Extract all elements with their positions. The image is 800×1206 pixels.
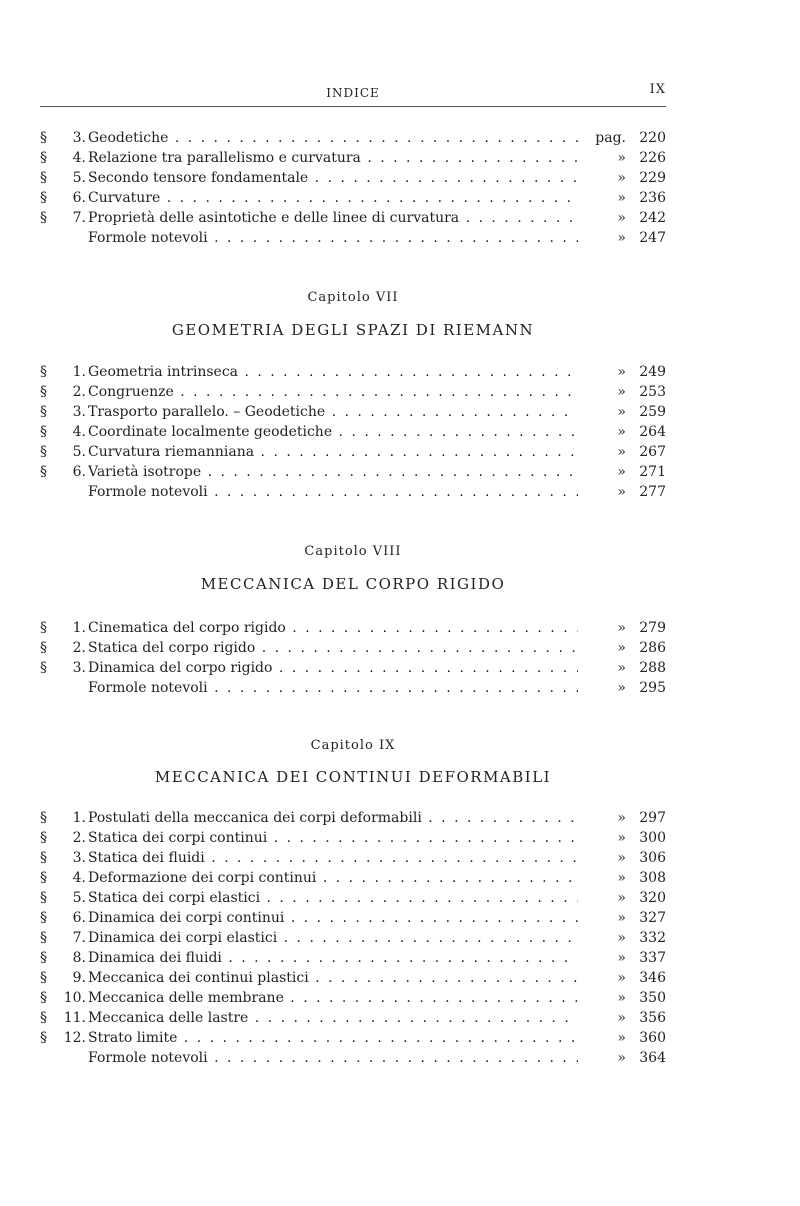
entry-page: 308 bbox=[639, 870, 666, 886]
entry-title: Curvatura riemanniana . . . bbox=[88, 442, 578, 462]
entry-number: 4. bbox=[72, 150, 86, 166]
ditto-mark: » bbox=[617, 950, 626, 966]
entry-number: 2. bbox=[72, 384, 86, 400]
entry-page: 332 bbox=[639, 930, 666, 946]
pag-label: pag. bbox=[595, 130, 626, 146]
entry-page: 346 bbox=[639, 970, 666, 986]
entry-title: Meccanica delle membrane . . . bbox=[88, 988, 578, 1008]
entry-title: Strato limite . . . bbox=[88, 1028, 578, 1048]
toc-entry[interactable] bbox=[40, 382, 666, 402]
entry-number: 1. bbox=[72, 364, 86, 380]
entry-page: 242 bbox=[639, 210, 666, 226]
entry-number: 10. bbox=[63, 990, 86, 1006]
entry-title: Statica dei fluidi . . . bbox=[88, 848, 578, 868]
entry-title: Varietà isotrope . . . bbox=[88, 462, 578, 482]
entry-title: Meccanica delle lastre . . . bbox=[88, 1008, 578, 1028]
entry-page: 220 bbox=[639, 130, 666, 146]
entry-title: Dinamica dei fluidi . . . bbox=[88, 948, 578, 968]
entry-page: 271 bbox=[639, 464, 666, 480]
ditto-mark: » bbox=[617, 640, 626, 656]
section-sign: § bbox=[40, 810, 47, 826]
section-sign: § bbox=[40, 170, 47, 186]
toc-entry[interactable] bbox=[40, 402, 666, 422]
ditto-mark: » bbox=[617, 990, 626, 1006]
entry-number: 9. bbox=[72, 970, 86, 986]
entry-number: 4. bbox=[72, 870, 86, 886]
chapter-title: MECCANICA DEI CONTINUI DEFORMABILI bbox=[154, 768, 552, 786]
ditto-mark: » bbox=[617, 830, 626, 846]
ditto-mark: » bbox=[617, 150, 626, 166]
entry-page: 364 bbox=[639, 1050, 666, 1066]
entry-number: 8. bbox=[72, 950, 86, 966]
ditto-mark: » bbox=[617, 660, 626, 676]
entry-title: Statica del corpo rigido . . . bbox=[88, 638, 578, 658]
entry-title: Statica dei corpi elastici . . . bbox=[88, 888, 578, 908]
ditto-mark: » bbox=[617, 970, 626, 986]
toc-entry-formulas[interactable] bbox=[40, 1048, 666, 1068]
section-sign: § bbox=[40, 890, 47, 906]
toc-entry[interactable] bbox=[40, 988, 666, 1008]
ditto-mark: » bbox=[617, 404, 626, 420]
toc-entry[interactable] bbox=[40, 638, 666, 658]
entry-title: Trasporto parallelo. – Geodetiche . . . bbox=[88, 402, 578, 422]
entry-title: Geodetiche . . . bbox=[88, 128, 578, 148]
section-sign: § bbox=[40, 1010, 47, 1026]
section-sign: § bbox=[40, 990, 47, 1006]
ditto-mark: » bbox=[617, 850, 626, 866]
entry-number: 1. bbox=[72, 810, 86, 826]
entry-title: Dinamica dei corpi elastici . . . bbox=[88, 928, 578, 948]
section-sign: § bbox=[40, 404, 47, 420]
entry-page: 264 bbox=[639, 424, 666, 440]
section-sign: § bbox=[40, 210, 47, 226]
ditto-mark: » bbox=[617, 424, 626, 440]
toc-entry[interactable] bbox=[40, 362, 666, 382]
toc-entry-formulas[interactable] bbox=[40, 228, 666, 248]
entry-page: 279 bbox=[639, 620, 666, 636]
section-sign: § bbox=[40, 660, 47, 676]
entry-number: 7. bbox=[72, 210, 86, 226]
section-sign: § bbox=[40, 364, 47, 380]
entry-number: 4. bbox=[72, 424, 86, 440]
toc-entry-formulas[interactable] bbox=[40, 482, 666, 502]
entry-number: 2. bbox=[72, 640, 86, 656]
running-title: INDICE bbox=[326, 86, 380, 100]
toc-entry[interactable] bbox=[40, 1028, 666, 1048]
toc-entry[interactable] bbox=[40, 908, 666, 928]
ditto-mark: » bbox=[617, 1030, 626, 1046]
toc-entry-formulas[interactable] bbox=[40, 678, 666, 698]
section-sign: § bbox=[40, 970, 47, 986]
entry-number: 11. bbox=[63, 1010, 86, 1026]
ditto-mark: » bbox=[617, 910, 626, 926]
toc-entry[interactable] bbox=[40, 128, 666, 148]
ditto-mark: » bbox=[617, 170, 626, 186]
entry-page: 320 bbox=[639, 890, 666, 906]
entry-title: Cinematica del corpo rigido . . . bbox=[88, 618, 578, 638]
toc-entry[interactable] bbox=[40, 1008, 666, 1028]
entry-page: 277 bbox=[639, 484, 666, 500]
entry-number: 6. bbox=[72, 464, 86, 480]
toc-entry[interactable] bbox=[40, 968, 666, 988]
entry-title: Postulati della meccanica dei corpi deformabili . . . bbox=[88, 808, 578, 828]
entry-page: 306 bbox=[639, 850, 666, 866]
ditto-mark: » bbox=[617, 870, 626, 886]
entry-title: Geometria intrinseca . . . bbox=[88, 362, 578, 382]
entry-page: 229 bbox=[639, 170, 666, 186]
section-sign: § bbox=[40, 870, 47, 886]
ditto-mark: » bbox=[617, 230, 626, 246]
entry-page: 226 bbox=[639, 150, 666, 166]
entry-page: 327 bbox=[639, 910, 666, 926]
toc-entry[interactable] bbox=[40, 618, 666, 638]
header-rule bbox=[40, 106, 666, 107]
ditto-mark: » bbox=[617, 190, 626, 206]
section-sign: § bbox=[40, 464, 47, 480]
toc-entry[interactable] bbox=[40, 462, 666, 482]
entry-page: 253 bbox=[639, 384, 666, 400]
entry-title: Formole notevoli . . . bbox=[88, 1048, 578, 1068]
entry-number: 5. bbox=[72, 890, 86, 906]
entry-title: Secondo tensore fondamentale . . . bbox=[88, 168, 578, 188]
entry-title: Formole notevoli . . . bbox=[88, 482, 578, 502]
chapter-label: Capitolo VIII bbox=[304, 544, 402, 559]
running-header bbox=[40, 82, 666, 102]
entry-number: 3. bbox=[72, 130, 86, 146]
toc-entry[interactable] bbox=[40, 868, 666, 888]
entry-title: Formole notevoli . . . bbox=[88, 678, 578, 698]
entry-page: 288 bbox=[639, 660, 666, 676]
toc-entry[interactable] bbox=[40, 808, 666, 828]
section-sign: § bbox=[40, 640, 47, 656]
ditto-mark: » bbox=[617, 444, 626, 460]
entry-number: 5. bbox=[72, 444, 86, 460]
entry-page: 286 bbox=[639, 640, 666, 656]
entry-page: 259 bbox=[639, 404, 666, 420]
chapter-label: Capitolo VII bbox=[307, 290, 399, 305]
entry-title: Congruenze . . . bbox=[88, 382, 578, 402]
ditto-mark: » bbox=[617, 384, 626, 400]
section-sign: § bbox=[40, 130, 47, 146]
toc-entry[interactable] bbox=[40, 658, 666, 678]
entry-title: Statica dei corpi continui . . . bbox=[88, 828, 578, 848]
entry-title: Meccanica dei continui plastici . . . bbox=[88, 968, 578, 988]
ditto-mark: » bbox=[617, 890, 626, 906]
section-sign: § bbox=[40, 150, 47, 166]
entry-number: 6. bbox=[72, 910, 86, 926]
toc-entry[interactable] bbox=[40, 168, 666, 188]
entry-title: Proprietà delle asintotiche e delle linee di curvatura . . . bbox=[88, 208, 578, 228]
ditto-mark: » bbox=[617, 210, 626, 226]
chapter-title: GEOMETRIA DEGLI SPAZI DI RIEMANN bbox=[171, 321, 535, 339]
entry-page: 295 bbox=[639, 680, 666, 696]
ditto-mark: » bbox=[617, 810, 626, 826]
toc-entry[interactable] bbox=[40, 848, 666, 868]
toc-entry[interactable] bbox=[40, 208, 666, 228]
entry-page: 350 bbox=[639, 990, 666, 1006]
ditto-mark: » bbox=[617, 1010, 626, 1026]
entry-page: 297 bbox=[639, 810, 666, 826]
toc-entry[interactable] bbox=[40, 888, 666, 908]
entry-title: Deformazione dei corpi continui . . . bbox=[88, 868, 578, 888]
entry-number: 7. bbox=[72, 930, 86, 946]
toc-entry[interactable] bbox=[40, 828, 666, 848]
entry-number: 3. bbox=[72, 850, 86, 866]
chapter-title: MECCANICA DEL CORPO RIGIDO bbox=[200, 575, 506, 593]
section-sign: § bbox=[40, 1030, 47, 1046]
ditto-mark: » bbox=[617, 464, 626, 480]
section-sign: § bbox=[40, 850, 47, 866]
section-sign: § bbox=[40, 424, 47, 440]
entry-page: 267 bbox=[639, 444, 666, 460]
entry-title: Relazione tra parallelismo e curvatura . . . bbox=[88, 148, 578, 168]
entry-page: 360 bbox=[639, 1030, 666, 1046]
entry-page: 236 bbox=[639, 190, 666, 206]
entry-page: 249 bbox=[639, 364, 666, 380]
entry-number: 12. bbox=[63, 1030, 86, 1046]
ditto-mark: » bbox=[617, 1050, 626, 1066]
section-sign: § bbox=[40, 190, 47, 206]
section-sign: § bbox=[40, 910, 47, 926]
toc-entry[interactable] bbox=[40, 442, 666, 462]
ditto-mark: » bbox=[617, 364, 626, 380]
toc-entry[interactable] bbox=[40, 948, 666, 968]
entry-title: Dinamica dei corpi continui . . . bbox=[88, 908, 578, 928]
section-sign: § bbox=[40, 620, 47, 636]
entry-number: 1. bbox=[72, 620, 86, 636]
entry-page: 337 bbox=[639, 950, 666, 966]
entry-page: 247 bbox=[639, 230, 666, 246]
section-sign: § bbox=[40, 384, 47, 400]
ditto-mark: » bbox=[617, 930, 626, 946]
entry-number: 2. bbox=[72, 830, 86, 846]
section-sign: § bbox=[40, 930, 47, 946]
entry-page: 300 bbox=[639, 830, 666, 846]
entry-number: 3. bbox=[72, 660, 86, 676]
toc-entry[interactable] bbox=[40, 148, 666, 168]
section-sign: § bbox=[40, 950, 47, 966]
entry-title: Dinamica del corpo rigido . . . bbox=[88, 658, 578, 678]
section-sign: § bbox=[40, 444, 47, 460]
ditto-mark: » bbox=[617, 680, 626, 696]
section-sign: § bbox=[40, 830, 47, 846]
entry-number: 6. bbox=[72, 190, 86, 206]
entry-title: Formole notevoli . . . bbox=[88, 228, 578, 248]
entry-number: 5. bbox=[72, 170, 86, 186]
ditto-mark: » bbox=[617, 484, 626, 500]
entry-number: 3. bbox=[72, 404, 86, 420]
toc-entry[interactable] bbox=[40, 422, 666, 442]
toc-entry[interactable] bbox=[40, 188, 666, 208]
ditto-mark: » bbox=[617, 620, 626, 636]
entry-title: Coordinate localmente geodetiche . . . bbox=[88, 422, 578, 442]
chapter-label: Capitolo IX bbox=[310, 738, 396, 753]
entry-page: 356 bbox=[639, 1010, 666, 1026]
toc-entry[interactable] bbox=[40, 928, 666, 948]
entry-title: Curvature . . . bbox=[88, 188, 578, 208]
page-number: IX bbox=[649, 82, 666, 97]
